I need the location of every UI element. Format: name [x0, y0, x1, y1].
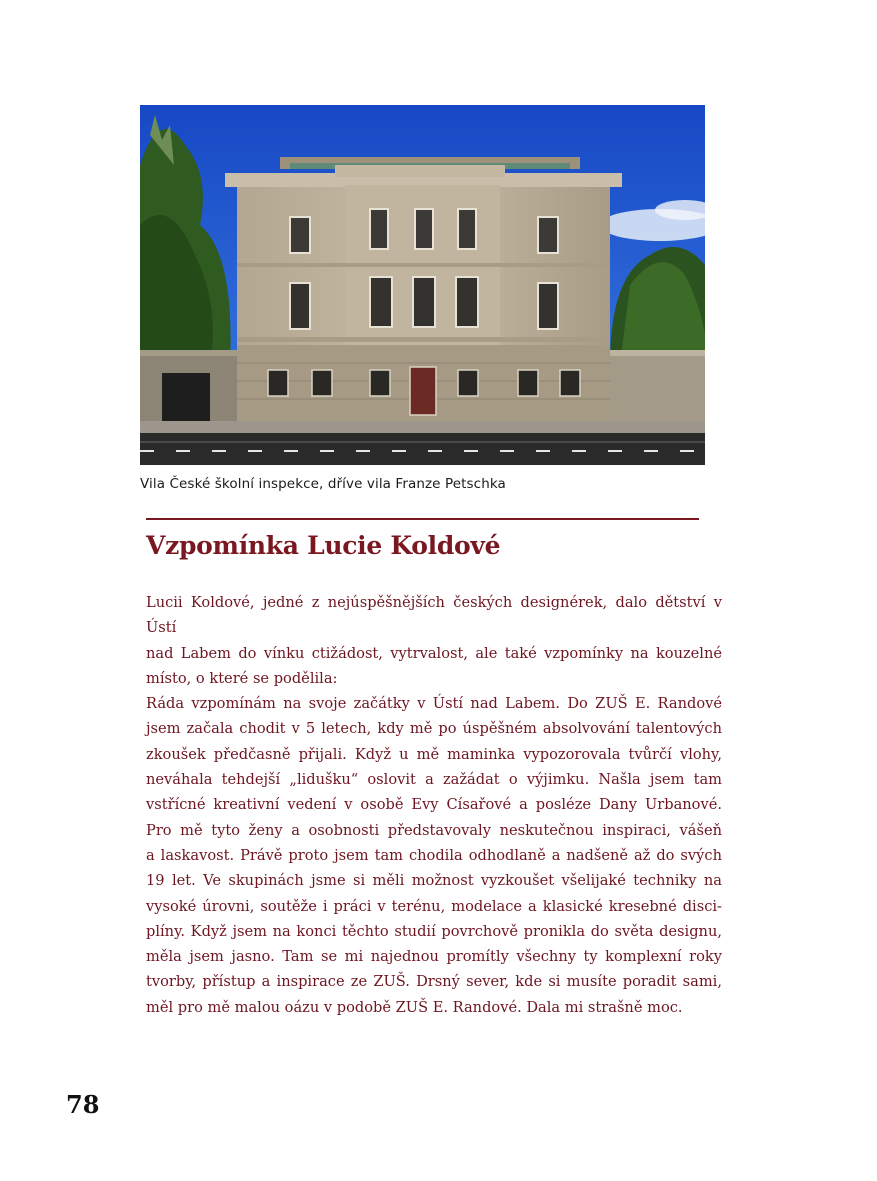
text-line: plíny. Když jsem na konci těchto studií povrchově pronikla do světa designu,	[146, 922, 722, 940]
text-line: 19 let. Ve skupinách jsme si měli možnost vyzkoušet všelijaké techniky na	[146, 872, 722, 890]
photo-caption: Vila České školní inspekce, dříve vila Franze Petschka	[140, 476, 506, 492]
page-number: 78	[66, 1090, 100, 1119]
text-line: a laskavost. Právě proto jsem tam chodila odhodlaně a nadšeně až do svých	[146, 846, 722, 864]
building-photo-icon	[140, 105, 705, 465]
text-line: měl pro mě malou oázu v podobě ZUŠ E. Randové. Dala mi strašně moc.	[146, 998, 683, 1016]
text-line: zkoušek předčasně přijali. Když u mě maminka vypozorovala tvůrčí vlohy,	[146, 745, 722, 763]
text-line: měla jsem jasno. Tam se mi najednou promítly všechny ty komplexní roky	[146, 948, 722, 966]
text-line: místo, o které se podělila:	[146, 669, 338, 687]
text-line: Lucii Koldové, jedné z nejúspěšnějších českých designérek, dalo dětství v Ústí	[146, 594, 722, 637]
text-line: Pro mě tyto ženy a osobnosti představovaly neskutečnou inspiraci, vášeň	[146, 821, 722, 839]
text-line: tvorby, přístup a inspirace ze ZUŠ. Drsný sever, kde si musíte poradit sami,	[146, 973, 722, 991]
intro-paragraph	[146, 590, 722, 691]
building-photo	[140, 105, 705, 465]
text-line: Ráda vzpomínám na svoje začátky v Ústí nad Labem. Do ZUŠ E. Randové	[146, 695, 722, 713]
text-line: vysoké úrovni, soutěže i práci v terénu, modelace a klasické kresebné disci-	[146, 897, 722, 915]
article-body	[146, 590, 722, 1020]
text-line: vstřícné kreativní vedení v osobě Evy Císařové a posléze Dany Urbanové.	[146, 796, 722, 814]
text-line: neváhala tehdejší „lidušku“ oslovit a zažádat o výjimku. Našla jsem tam	[146, 771, 722, 789]
section-heading: Vzpomínka Lucie Koldové	[146, 531, 501, 560]
heading-divider	[146, 518, 699, 520]
quote-paragraph	[146, 691, 722, 1020]
text-line: nad Labem do vínku ctižádost, vytrvalost, ale také vzpomínky na kouzelné	[146, 644, 722, 662]
text-line: jsem začala chodit v 5 letech, kdy mě po úspěšném absolvování talentových	[146, 720, 722, 738]
